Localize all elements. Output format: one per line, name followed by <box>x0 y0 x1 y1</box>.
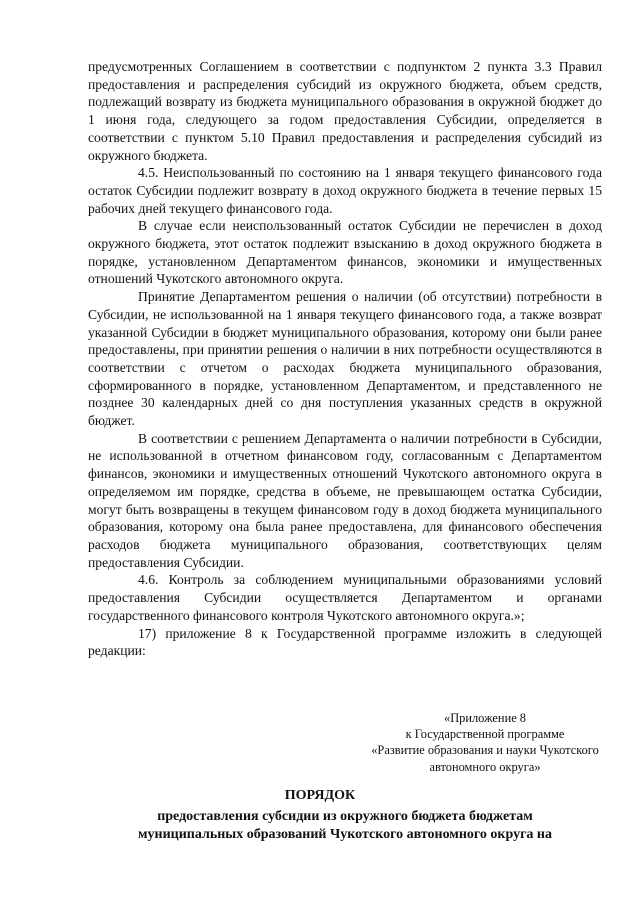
paragraph-2: 4.5. Неиспользованный по состоянию на 1 января текущего финансового года остаток Субсидии подлежит возврату в доход окружного бюджета в течение первых 15 рабочих дней текущего финансового года. <box>88 165 602 216</box>
subtitle-line-1: предоставления субсидии из окружного бюджета бюджетам <box>157 809 533 824</box>
subtitle-line-2: муниципальных образований Чукотского автономного округа на <box>137 827 553 842</box>
appendix-line-3: «Развитие образования и науки Чукотского <box>371 743 599 758</box>
paragraph-3: В случае если неиспользованный остаток Субсидии не перечислен в доход окружного бюджета, этот остаток подлежит взысканию в доход окружного бюджета в порядке, установленном Департаментом финансов, экономики и имущественных отношений Чукотского автономного округа. <box>88 218 602 287</box>
document-title: ПОРЯДОК <box>284 788 356 803</box>
appendix-line-4: автономного округа» <box>429 759 541 774</box>
paragraph-6: 4.6. Контроль за соблюдением муниципальными образованиями условий предоставления Субсидии осуществляется Департаментом и органами государственного финансового контроля Чукотского автономного округа.»; <box>88 572 602 623</box>
paragraph-1: предусмотренных Соглашением в соответствии с подпунктом 2 пункта 3.3 Правил предоставления и распределения субсидий из окружного бюджета, объем средств, подлежащий возврату из бюджета муниципального образования в окружной бюджет до 1 июня года, следующего за годом предоставления Субсидии, определяется в соответствии с пунктом 5.10 Правил предоставления и распределения субсидий из окружного бюджета. <box>88 59 602 163</box>
paragraph-7: 17) приложение 8 к Государственной программе изложить в следующей редакции: <box>88 625 602 659</box>
appendix-line-1: «Приложение 8 <box>444 711 526 725</box>
paragraph-5: В соответствии с решением Департамента о наличии потребности в Субсидии, не использованной в отчетном финансовом году, согласованным с Департаментом финансов, экономики и имущественных отношений Чукотского автономного округа в определяемом им порядке, средства в объеме, не превышающем остатка Субсидии, могут быть возвращены в текущем финансовом году в доход бюджета муниципального образования, которому она была ранее предоставлена, для финансового обеспечения расходов бюджета муниципального образования, соответствующих целям предоставления Субсидии. <box>88 430 602 570</box>
paragraph-4: Принятие Департаментом решения о наличии (об отсутствии) потребности в Субсидии, не использованной на 1 января текущего финансового года, а также возврат указанной Субсидии в бюджет муниципального образования, которому они были ранее предоставлены, при принятии решения о наличии в них потребности осуществляются в соответствии с отчетом о расходах бюджета муниципального образования, сформированного в порядке, установленном Департаментом, и представленного не позднее 30 календарных дней со дня поступления указанных средств в окружной бюджет. <box>88 289 602 429</box>
appendix-header <box>340 710 630 775</box>
document-subtitle <box>88 808 602 844</box>
appendix-line-2: к Государственной программе <box>405 727 565 742</box>
document-body <box>88 58 602 660</box>
